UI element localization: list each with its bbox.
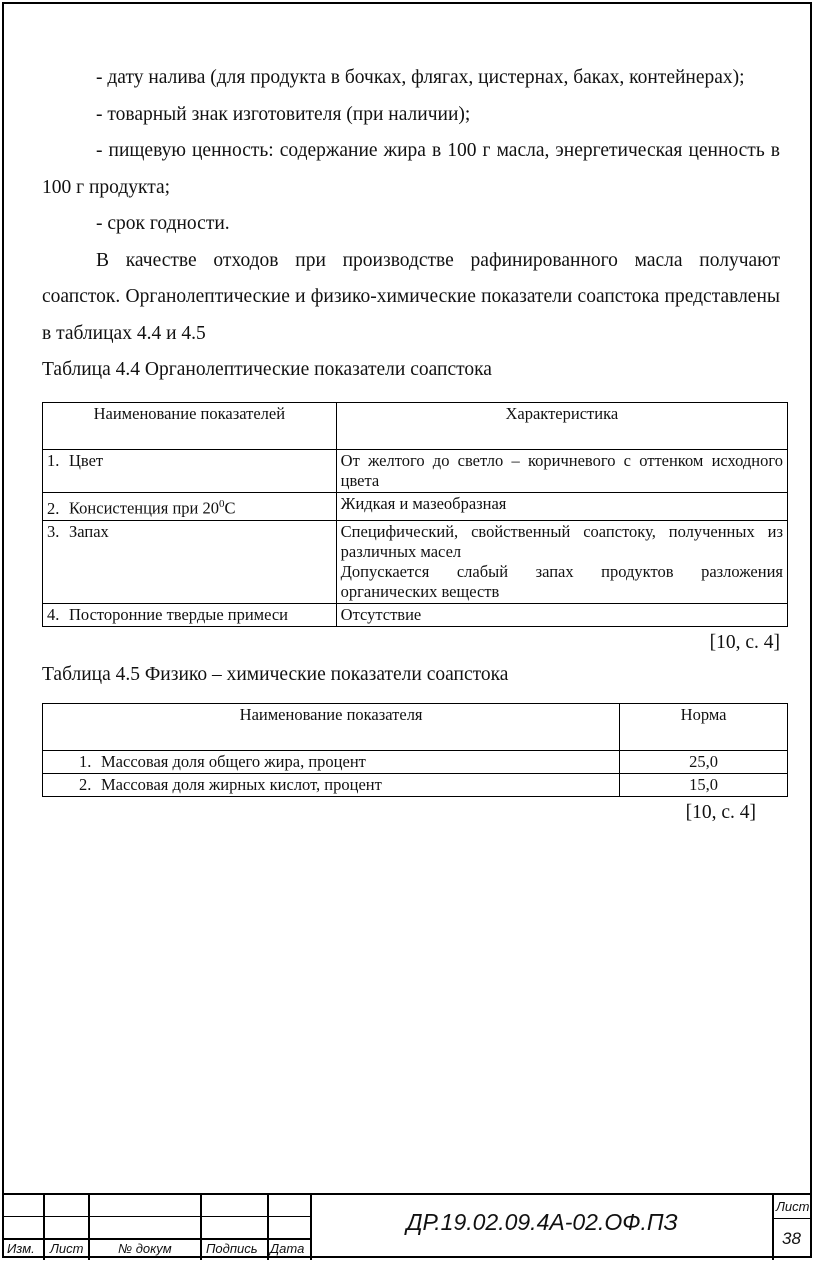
row-name-cell (43, 603, 337, 626)
table-row (43, 520, 788, 603)
row-number: 4. (47, 604, 60, 624)
header-cell: Наименование показателя (43, 703, 620, 750)
table-physicochemical (42, 703, 788, 797)
table-row (43, 603, 788, 626)
table-header-row (43, 703, 788, 750)
table-header-row (43, 403, 788, 450)
document-code: ДР.19.02.09.4А-02.ОФ.ПЗ (406, 1209, 678, 1235)
row-number: 2. (47, 498, 60, 518)
row-name: Массовая доля жирных кислот, процент (101, 774, 382, 794)
paragraph-4: - срок годности. (96, 213, 230, 234)
table1-caption: Таблица 4.4 Органолептические показатели соапстока (42, 359, 492, 380)
paragraph-5: В качестве отходов при производстве рафинированного масла получают соапсток. Органолептические и физико-химические показатели соапстока представлены в таблицах 4.4 и 4.5 (42, 249, 780, 344)
stamp-label-sheet: Лист (50, 1241, 84, 1256)
stamp-label-signature: Подпись (206, 1241, 258, 1256)
degree-superscript: 0 (219, 498, 225, 510)
row-number: 2. (79, 774, 92, 794)
row-number: 1. (79, 751, 92, 771)
paragraph-3: - пищевую ценность: содержание жира в 100 г масла, энергетическая ценность в 100 г продукта; (42, 140, 780, 198)
sheet-label: Лист (776, 1199, 810, 1214)
row-name: Цвет (69, 451, 104, 470)
row-name-cell (43, 493, 337, 521)
row-value-cell: Отсутствие (336, 603, 787, 626)
row-name: Запах (69, 521, 109, 541)
row-name-unit: С (224, 498, 236, 518)
row-number: 3. (47, 521, 60, 541)
table1-reference: [10, с. 4] (709, 631, 780, 653)
header-cell: Наименование показателей (43, 403, 337, 450)
row-name-cell (43, 520, 337, 603)
row-name-cell (43, 450, 337, 493)
table-row (43, 493, 788, 521)
table-row (43, 750, 788, 773)
row-value-cell: От желтого до светло – коричневого с оттенком исходного цвета (336, 450, 787, 493)
title-block (2, 1193, 812, 1260)
row-name: Массовая доля общего жира, процент (101, 751, 366, 771)
stamp-label-date: Дата (270, 1241, 305, 1256)
table-row (43, 773, 788, 796)
table2-caption: Таблица 4.5 Физико – химические показатели соапстока (42, 663, 509, 685)
header-cell: Норма (620, 703, 788, 750)
table-organoleptic (42, 402, 788, 627)
row-name: Консистенция при 20 (69, 498, 220, 518)
row-value-line: Допускается слабый запах продуктов разложения органических веществ (340, 561, 783, 601)
row-name: Посторонние твердые примеси (69, 604, 289, 624)
sheet-number: 38 (782, 1229, 801, 1248)
table-row (43, 450, 788, 493)
row-value-cell: 15,0 (620, 773, 788, 796)
paragraph-1: - дату налива (для продукта в бочках, флягах, цистернах, баках, контейнерах); (96, 67, 745, 88)
stamp-label-change: Изм. (7, 1241, 35, 1256)
table2-reference: [10, с. 4] (685, 801, 756, 823)
row-value-cell (336, 520, 787, 603)
row-number: 1. (47, 451, 60, 470)
row-value-line: Специфический, свойственный соапстоку, полученных из различных масел (340, 521, 783, 561)
row-value-cell: Жидкая и мазеобразная (336, 493, 787, 521)
paragraph-2: - товарный знак изготовителя (при наличии); (96, 103, 471, 125)
row-value-cell: 25,0 (620, 750, 788, 773)
row-name-cell (43, 773, 620, 796)
document-body (42, 60, 783, 827)
stamp-label-document: № докум (118, 1241, 172, 1256)
header-cell: Характеристика (336, 403, 787, 450)
row-name-cell (43, 750, 620, 773)
